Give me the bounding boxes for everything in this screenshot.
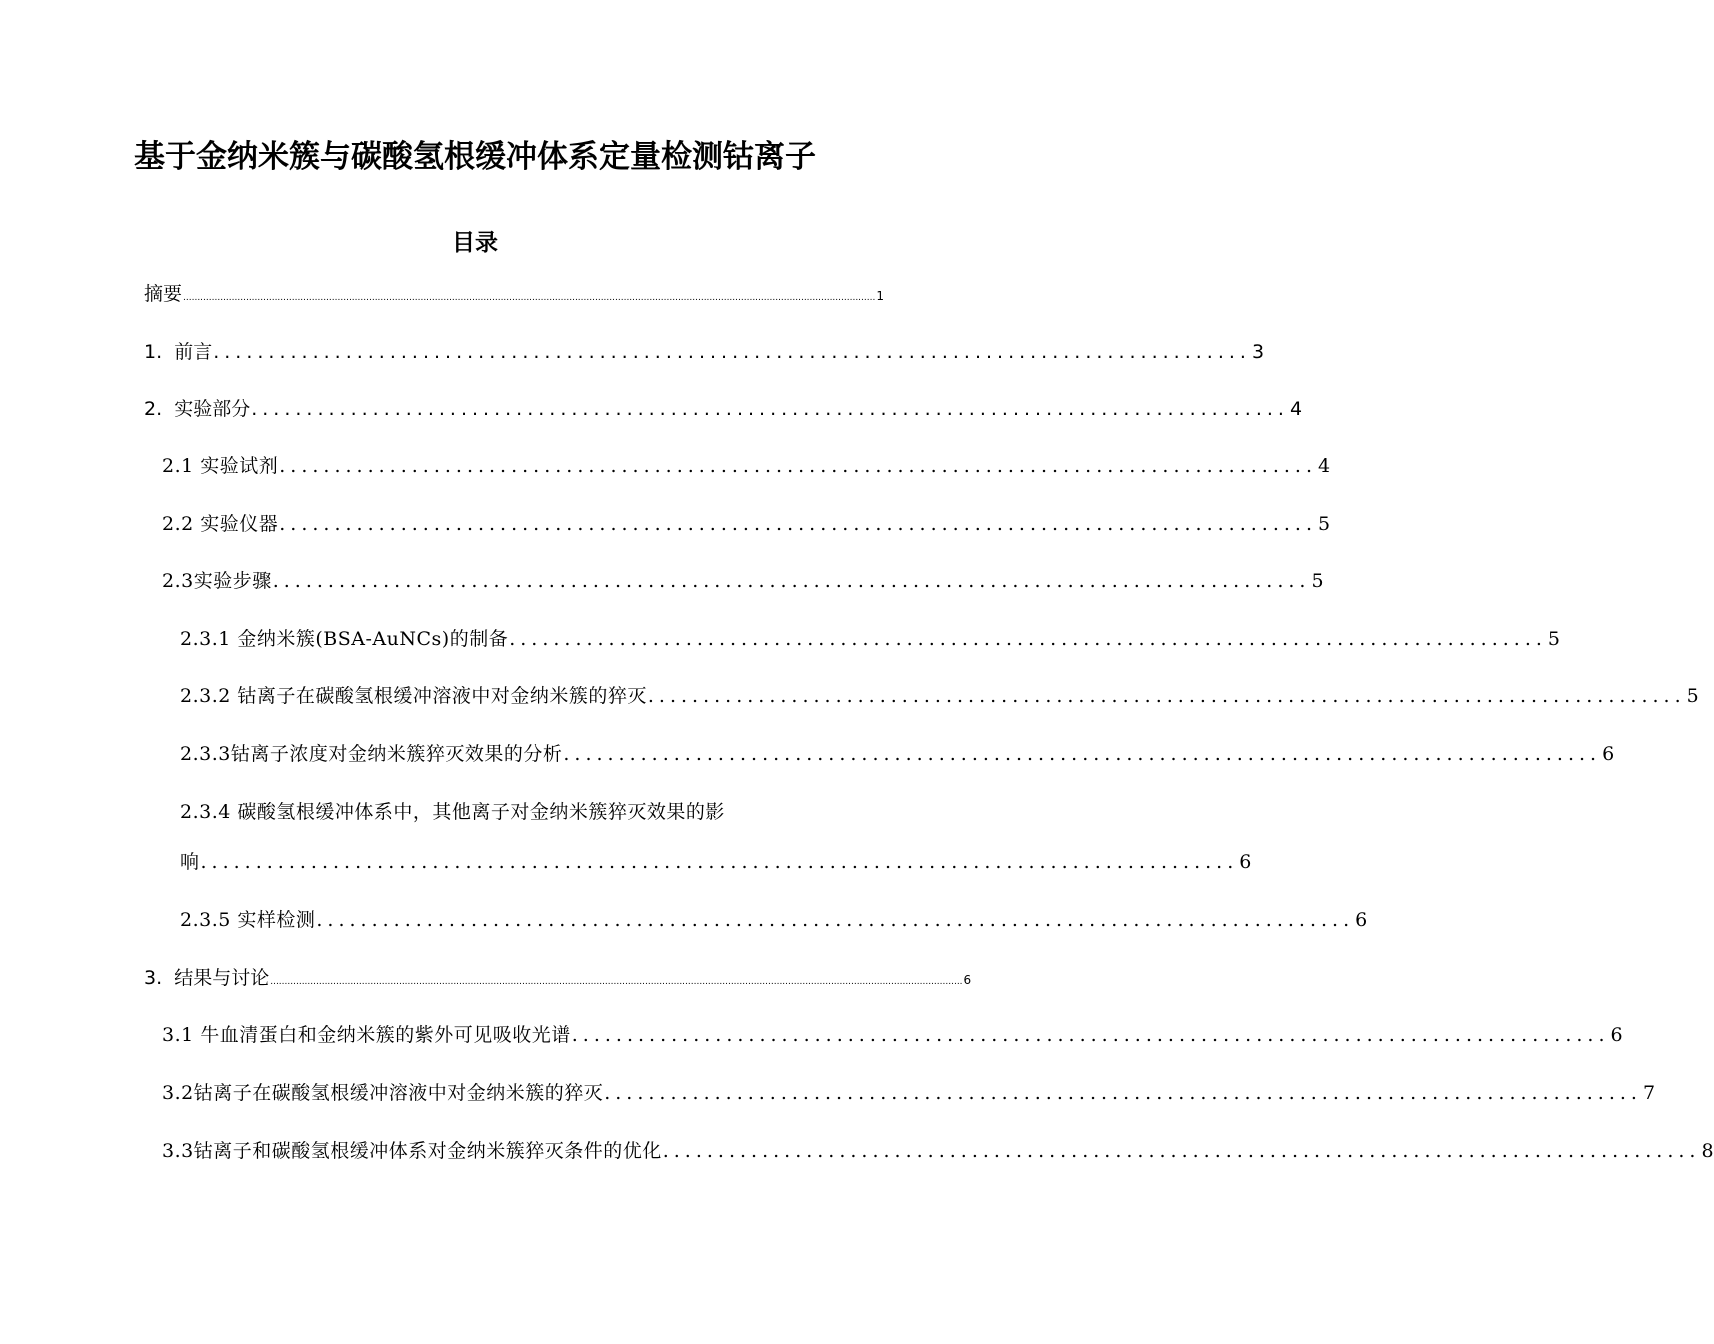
toc-entry-label: 摘要 [144, 283, 183, 305]
toc-leader: .............................................................................................. [604, 1082, 1642, 1104]
toc-page-number: 6 [963, 973, 972, 987]
toc-page-number: 4 [1289, 398, 1303, 420]
toc-entry-results-quenching[interactable] [162, 1078, 1656, 1108]
toc-entry-label: 2.3.4 碳酸氢根缓冲体系中，其他离子对金纳米簇猝灭效果的影 [180, 801, 725, 823]
toc-page-number: 6 [1239, 851, 1252, 873]
toc-leader: .............................................................................................. [647, 685, 1686, 707]
toc-entry-label: 2.1 实验试剂 [162, 455, 279, 477]
toc-entry-concentration-analysis[interactable] [180, 739, 1615, 769]
toc-entry-label: 3.2钴离子在碳酸氢根缓冲溶液中对金纳米簇的猝灭 [162, 1082, 604, 1104]
toc-page-number: 5 [1317, 513, 1331, 535]
toc-entry-optimization[interactable] [162, 1136, 1714, 1166]
toc-leader: .............................................................................................. [571, 1024, 1610, 1046]
toc-page-number: 6 [1355, 909, 1368, 931]
toc-page-number: 8 [1701, 1140, 1714, 1162]
toc-entry-interference[interactable] [180, 847, 1252, 877]
toc-entry-label: 2.3.2 钴离子在碳酸氢根缓冲溶液中对金纳米簇的猝灭 [180, 685, 647, 707]
toc-entry-experimental[interactable] [144, 394, 1303, 424]
toc-entry-label: 3.3钴离子和碳酸氢根缓冲体系对金纳米簇猝灭条件的优化 [162, 1140, 662, 1162]
toc-entry-real-sample[interactable] [180, 905, 1368, 935]
toc-page-number: 4 [1317, 455, 1331, 477]
toc-entry-label: 2.3.1 金纳米簇(BSA-AuNCs)的制备 [180, 628, 509, 650]
toc-entry-interference-line1[interactable] [180, 797, 806, 827]
toc-leader: .................................................................................................................................................................................................................................................. [183, 293, 876, 303]
toc-heading: 目录 [452, 230, 498, 256]
toc-entry-cobalt-quenching[interactable] [180, 681, 1700, 711]
toc-entry-reagents[interactable] [162, 451, 1331, 481]
toc-page-number: 1 [876, 289, 884, 303]
toc-entry-results[interactable] [144, 963, 972, 993]
toc-entry-instruments[interactable] [162, 509, 1331, 539]
toc-entry-label: 2.3.3钴离子浓度对金纳米簇猝灭效果的分析 [180, 743, 563, 765]
toc-entry-abstract[interactable] [144, 279, 884, 309]
toc-leader: .............................................................................................. [662, 1140, 1701, 1162]
toc-entry-label: 1. 前言 [144, 341, 213, 363]
toc-page-number: 6 [1610, 1024, 1624, 1046]
toc-entry-label: 2.3实验步骤 [162, 570, 272, 592]
toc-entry-label: 2. 实验部分 [144, 398, 251, 420]
toc-leader: .............................................................................................. [563, 743, 1602, 765]
toc-leader: .............................................................................................. [279, 455, 1317, 477]
toc-entry-label: 2.3.5 实样检测 [180, 909, 316, 931]
toc-entry-procedure[interactable] [162, 566, 1325, 596]
toc-entry-introduction[interactable] [144, 337, 1265, 367]
toc-leader: .............................................................................................. [272, 570, 1311, 592]
toc-entry-label: 3.1 牛血清蛋白和金纳米簇的紫外可见吸收光谱 [162, 1024, 571, 1046]
toc-entry-label: 响 [180, 851, 200, 873]
toc-entry-uv-vis[interactable] [162, 1020, 1624, 1050]
toc-leader: .............................................................................................. [509, 628, 1547, 650]
toc-page-number: 7 [1642, 1082, 1656, 1104]
toc-page-number: 5 [1311, 570, 1325, 592]
toc-leader: .............................................................................................. [213, 341, 1251, 363]
toc-page-number: 6 [1602, 743, 1615, 765]
toc-leader: .............................................................................................. [316, 909, 1355, 931]
toc-entry-auncs-preparation[interactable] [180, 624, 1561, 654]
document-title: 基于金纳米簇与碳酸氢根缓冲体系定量检测钴离子 [134, 139, 816, 175]
toc-entry-label: 2.2 实验仪器 [162, 513, 279, 535]
toc-leader: .............................................................................................. [279, 513, 1317, 535]
toc-entry-label: 3. 结果与讨论 [144, 967, 270, 989]
toc-page-number: 5 [1686, 685, 1700, 707]
toc-page-number: 3 [1251, 341, 1265, 363]
toc-leader: .................................................................................................................................................................................................................................................. [270, 977, 963, 987]
toc-leader: .............................................................................................. [200, 851, 1239, 873]
toc-leader: .............................................................................................. [251, 398, 1289, 420]
toc-page-number: 5 [1547, 628, 1561, 650]
